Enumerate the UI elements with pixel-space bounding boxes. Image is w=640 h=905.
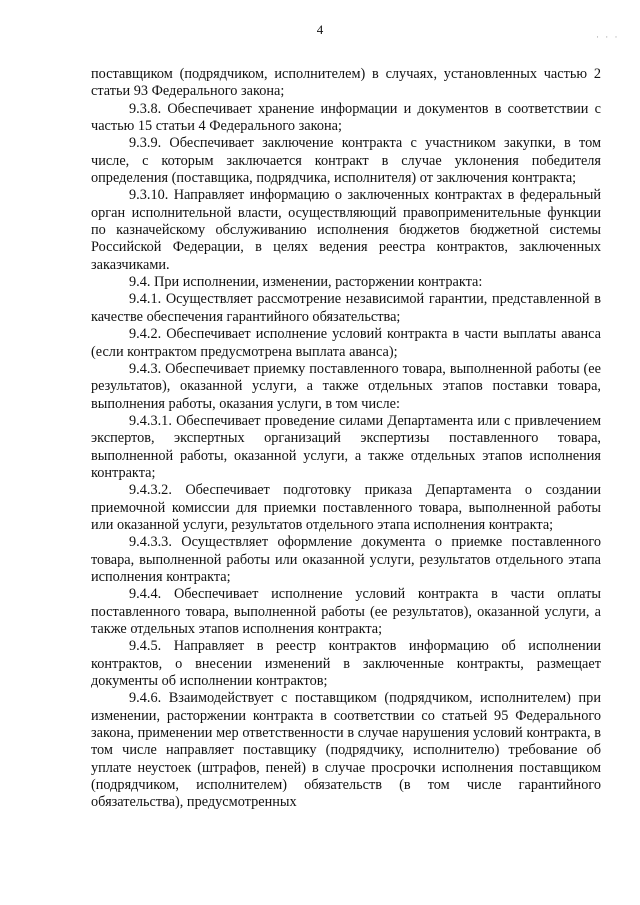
paragraph-9-4-4: 9.4.4. Обеспечивает исполнение условий контракта в части оплаты поставленного товара, выполненной работы (ее результатов), оказанной услуги, а также отдельных этапов исполнения контракта; [91, 586, 601, 637]
paragraph-9-4-3: 9.4.3. Обеспечивает приемку поставленного товара, выполненной работы (ее результатов), оказанной услуги, а также отдельных этапов поставки товара, выполнения работы, оказания услуги, в том числе: [91, 360, 601, 412]
scan-corner-mark: · · · [596, 32, 620, 42]
paragraph-9-4-1: 9.4.1. Осуществляет рассмотрение независимой гарантии, представленной в качестве обеспечения гарантийного обязательства; [91, 291, 601, 325]
paragraph-9-4-3-2: 9.4.3.2. Обеспечивает подготовку приказа Департамента о создании приемочной комиссии для приемки поставленного товара, выполненной работы или оказанной услуги, результатов отдельного этапа исполнения контракта; [91, 482, 601, 533]
body-text [91, 66, 601, 812]
paragraph-continuation: поставщиком (подрядчиком, исполнителем) в случаях, установленных частью 2 статьи 93 Федерального закона; [91, 66, 601, 100]
page-number: 4 [316, 22, 324, 37]
paragraph-9-3-10: 9.3.10. Направляет информацию о заключенных контрактах в федеральный орган исполнительной власти, осуществляющий правоприменительные функции по казначейскому обслуживанию исполнения бюджетов бюджетной системы Российской Федерации, в целях ведения реестра контрактов, заключенных заказчиками. [91, 187, 601, 273]
paragraph-9-3-8: 9.3.8. Обеспечивает хранение информации и документов в соответствии с частью 15 статьи 4 Федерального закона; [91, 100, 601, 135]
paragraph-9-4-3-1: 9.4.3.1. Обеспечивает проведение силами Департамента или с привлечением экспертов, экспертных организаций экспертизы поставленного товара, выполненной работы, оказанной услуги, а также отдельных этапов исполнения контракта; [91, 412, 601, 481]
paragraph-9-3-9: 9.3.9. Обеспечивает заключение контракта с участником закупки, в том числе, с которым заключается контракт в случае уклонения победителя определения (поставщика, подрядчика, исполнителя) от заключения контракта; [91, 135, 601, 187]
paragraph-9-4-3-3: 9.4.3.3. Осуществляет оформление документа о приемке поставленного товара, выполненной работы или оказанной услуги, результатов отдельного этапа исполнения контракта; [91, 534, 601, 585]
paragraph-9-4-6: 9.4.6. Взаимодействует с поставщиком (подрядчиком, исполнителем) при изменении, расторжении контракта в соответствии со статьей 95 Федерального закона, применении мер ответственности в случае нарушения условий контракта, в том числе направляет поставщику (подрядчику, исполнителю) требование об уплате неустоек (штрафов, пеней) в случае просрочки исполнения поставщиком (подрядчиком, исполнителем) обязательств (в том числе гарантийного обязательства), предусмотренных [91, 690, 601, 811]
paragraph-9-4-5: 9.4.5. Направляет в реестр контрактов информацию об исполнении контрактов, о внесении изменений в заключенные контракты, размещает документы об исполнении контрактов; [91, 638, 601, 690]
paragraph-9-4-2: 9.4.2. Обеспечивает исполнение условий контракта в части выплаты аванса (если контрактом предусмотрена выплата аванса); [91, 326, 601, 360]
paragraph-9-4: 9.4. При исполнении, изменении, расторжении контракта: [129, 274, 483, 291]
